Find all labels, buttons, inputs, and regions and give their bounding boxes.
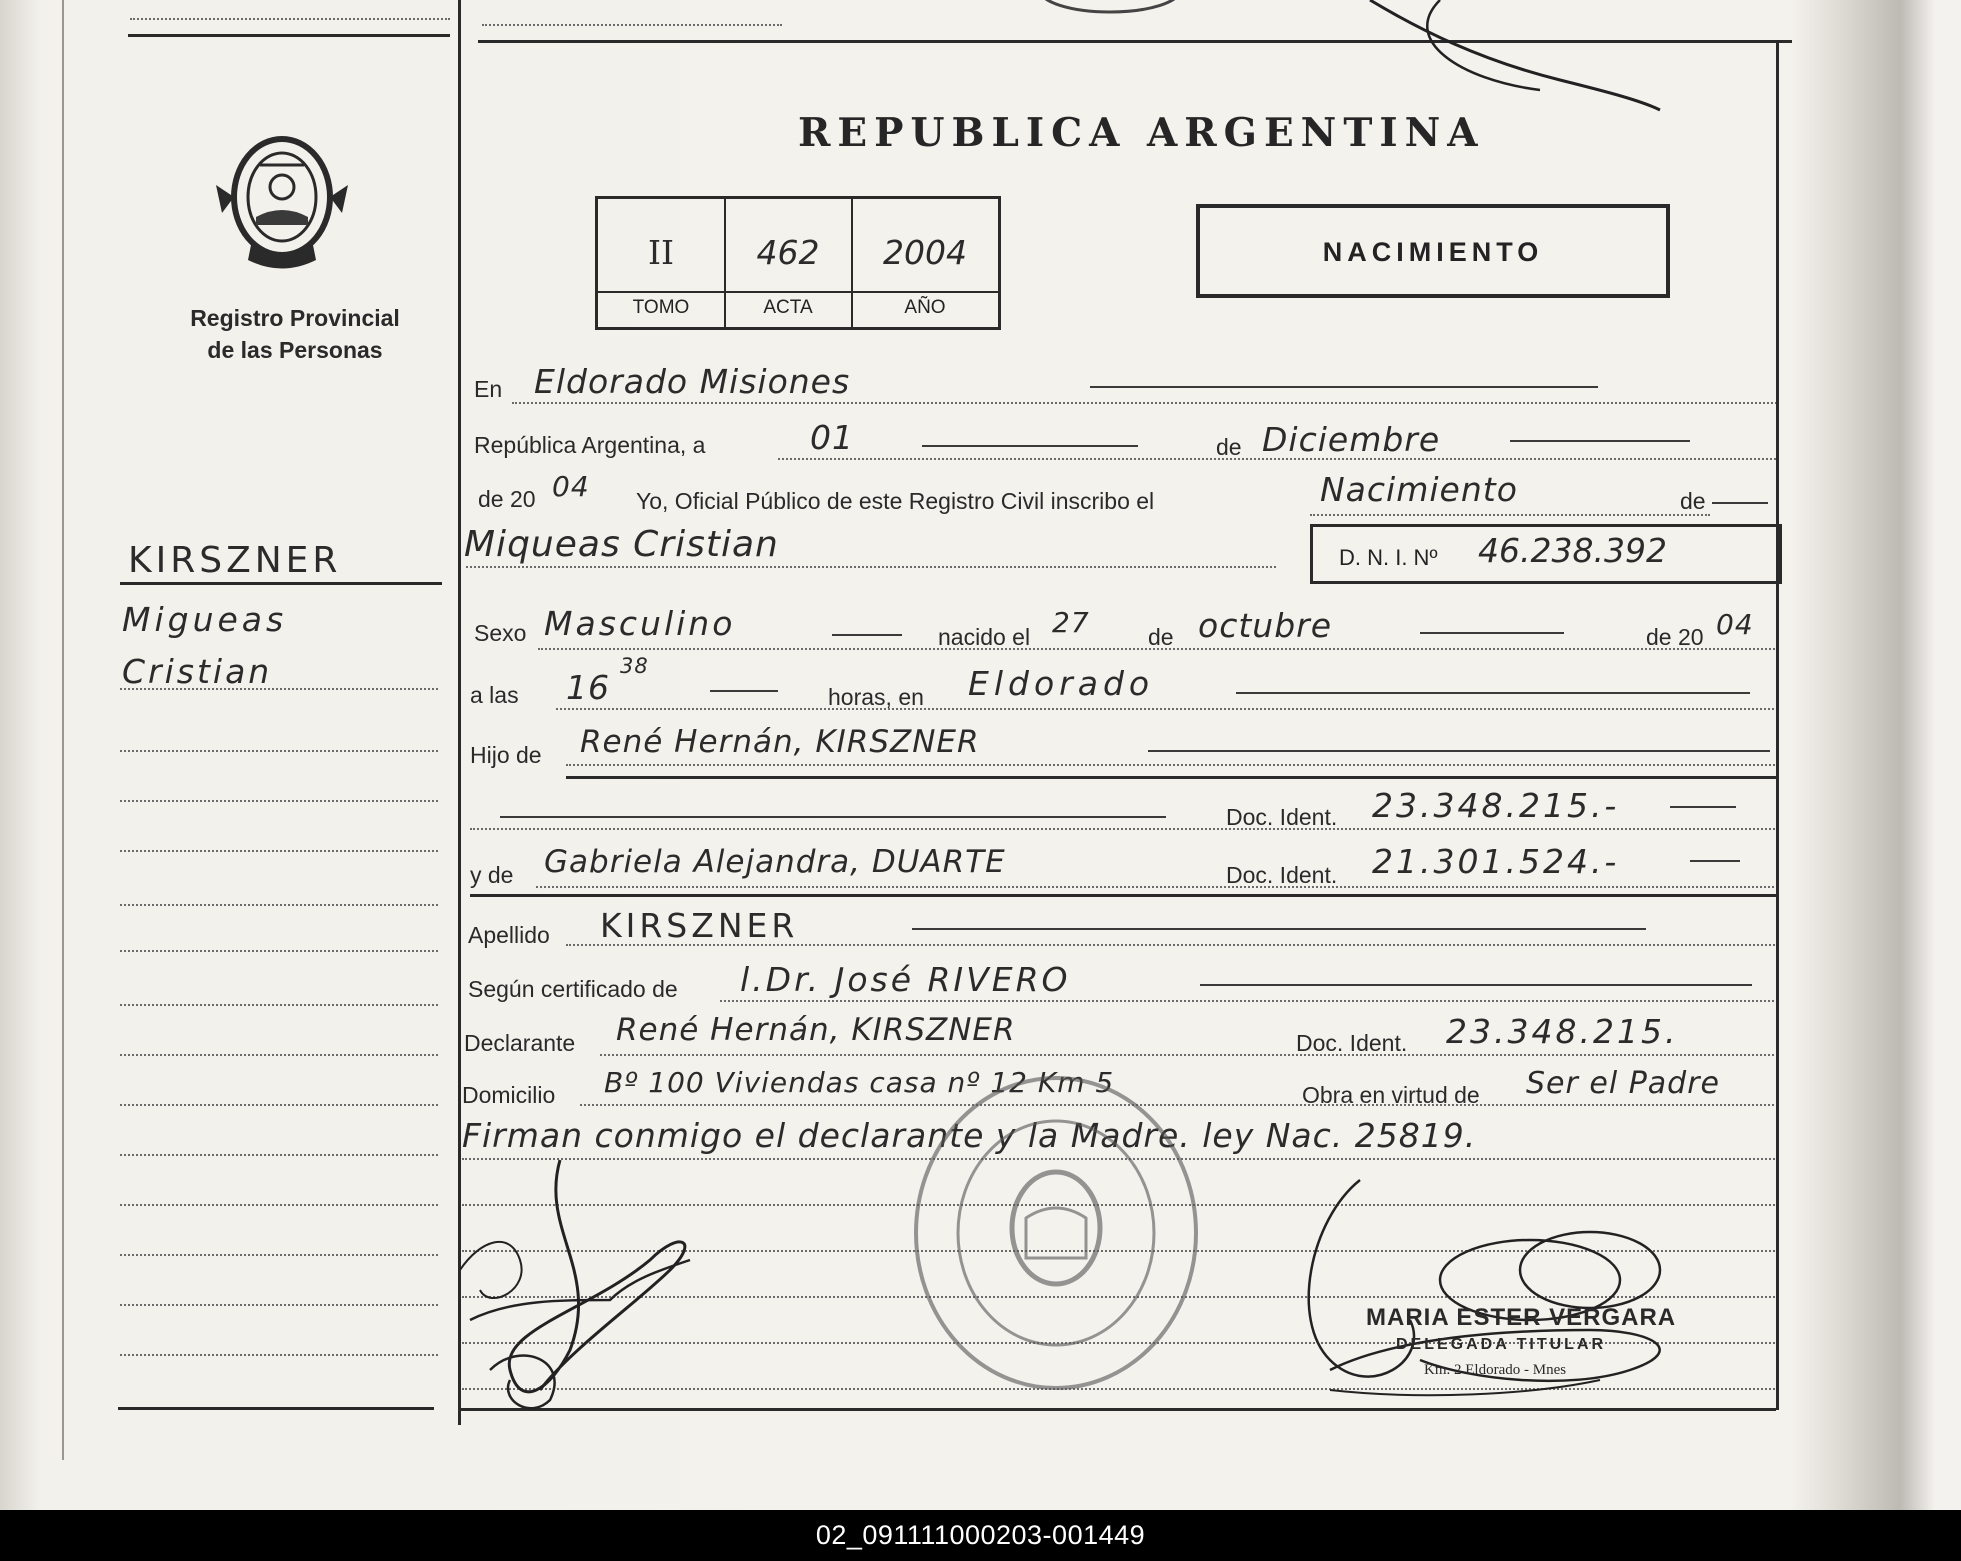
sexo-value: Masculino (544, 604, 736, 643)
hour-dash (710, 690, 778, 692)
margin-surname: KIRSZNER (128, 540, 342, 581)
birth-year-prefix: de 20 (1646, 624, 1704, 650)
page-title: REPUBLICA ARGENTINA (798, 110, 1485, 156)
child-name: Miqueas Cristian (464, 524, 779, 565)
month-value: Diciembre (1262, 420, 1441, 459)
row3-dots (1310, 514, 1710, 516)
official-place: Km. 2 Eldorado - Mnes (1424, 1362, 1567, 1378)
place-dash (1236, 692, 1750, 694)
father-doc: 23.348.215.- (1372, 786, 1620, 825)
top-dotted-line-right (482, 24, 782, 26)
de-label: de (1216, 434, 1242, 460)
ano-cell (852, 199, 998, 327)
row1-dots (512, 402, 1777, 404)
en-value: Eldorado Misiones (534, 362, 851, 401)
margin-surname-rule (120, 582, 442, 585)
margin-dotted-line (120, 688, 438, 690)
father-value: René Hernán, KIRSZNER (580, 724, 980, 760)
acta-value: 462 (756, 233, 820, 272)
sexo-label: Sexo (474, 620, 527, 646)
official-text: Yo, Oficial Público de este Registro Civil inscribo el (636, 488, 1155, 514)
row5-dots (538, 648, 1778, 650)
margin-dotted-line (120, 950, 438, 952)
en-dash (1090, 386, 1598, 388)
day-dash (922, 445, 1138, 447)
margin-given-1: Migueas (122, 600, 288, 639)
acta-cell (725, 199, 853, 327)
declarante-doc: 23.348.215. (1446, 1012, 1679, 1051)
month-dash (1510, 440, 1690, 442)
signature-left-icon (450, 1150, 730, 1420)
dni-box (1310, 524, 1782, 584)
yde-label: y de (470, 862, 514, 888)
obra-value: Ser el Padre (1526, 1066, 1721, 1101)
record-number-table (595, 196, 1001, 330)
birth-year: 04 (1716, 608, 1754, 641)
minute-value: 38 (620, 654, 649, 678)
year-prefix: de 20 (478, 486, 536, 512)
top-left-rule (128, 34, 450, 37)
ano-value: 2004 (883, 233, 967, 272)
row9-rule (470, 894, 1776, 897)
ano-label: AÑO (852, 291, 998, 319)
de-label-3: de (1148, 624, 1174, 650)
dni-value: 46.238.392 (1478, 531, 1667, 570)
mother-doc-dash (1690, 860, 1740, 862)
father-doc-dash (1670, 806, 1736, 808)
apellido-label: Apellido (468, 922, 550, 948)
certificate-dash (1200, 984, 1752, 986)
province-seal-icon (212, 125, 352, 275)
hijo-label: Hijo de (470, 742, 542, 768)
tomo-value: II (647, 233, 675, 272)
margin-dotted-line (120, 1104, 438, 1106)
day-value: 01 (810, 418, 854, 457)
margin-dotted-line (120, 1204, 438, 1206)
domicilio-label: Domicilio (462, 1082, 556, 1108)
row10-dots (566, 944, 1778, 946)
certificate-value: l.Dr. José RIVERO (740, 960, 1071, 999)
declarante-label: Declarante (464, 1030, 576, 1056)
margin-dotted-line (120, 750, 438, 752)
official-title: DELEGADA TITULAR (1396, 1336, 1607, 1353)
margin-dotted-line (120, 850, 438, 852)
obra-label: Obra en virtud de (1302, 1082, 1480, 1108)
record-type-box: NACIMIENTO (1196, 204, 1670, 298)
image-code-bar (0, 1510, 1961, 1561)
row4-dots (466, 566, 1276, 568)
mother-doc: 21.301.524.- (1372, 842, 1620, 881)
margin-dotted-line (120, 1304, 438, 1306)
doc-label-3: Doc. Ident. (1296, 1030, 1408, 1056)
row2-dots (778, 458, 1776, 460)
alas-label: a las (470, 682, 519, 708)
segun-label: Según certificado de (468, 976, 678, 1002)
row11-dots (720, 1000, 1778, 1002)
margin-left-edge (62, 0, 64, 1460)
father-dash (1148, 750, 1770, 752)
registry-line-2: de las Personas (207, 337, 383, 363)
top-dotted-line (130, 18, 450, 20)
de-dash (1712, 502, 1768, 504)
de-label-2: de (1680, 488, 1706, 514)
official-seal-icon (906, 1068, 1206, 1398)
tomo-label: TOMO (598, 291, 724, 319)
margin-dotted-line (120, 1004, 438, 1006)
apellido-dash (912, 928, 1646, 930)
signature-right-icon (1270, 1160, 1790, 1420)
birth-dash (1420, 632, 1564, 634)
margin-given-2: Cristian (122, 652, 273, 691)
birth-day: 27 (1052, 606, 1090, 639)
row7-rule (566, 776, 1776, 779)
margin-dotted-line (120, 1254, 438, 1256)
doc-label-2: Doc. Ident. (1226, 862, 1338, 888)
row9-dots (536, 886, 1778, 888)
hour-value: 16 (566, 668, 610, 707)
row12-dots (600, 1054, 1778, 1056)
margin-dotted-line (120, 1054, 438, 1056)
registry-name (150, 302, 440, 366)
official-name: MARIA ESTER VERGARA (1366, 1304, 1677, 1331)
registry-line-1: Registro Provincial (190, 305, 400, 331)
place-value: Eldorado (968, 664, 1155, 703)
image-code: 02_091111000203-001449 (815, 1520, 1146, 1550)
margin-dotted-line (120, 800, 438, 802)
doc-label-1: Doc. Ident. (1226, 804, 1338, 830)
row8-dots (470, 828, 1778, 830)
row6-dots (556, 708, 1778, 710)
sexo-dash (832, 634, 902, 636)
tomo-cell (598, 199, 726, 327)
birth-month: octubre (1198, 606, 1333, 645)
acta-label: ACTA (725, 291, 851, 319)
en-label: En (474, 376, 503, 402)
margin-bottom-rule (118, 1407, 434, 1410)
nacido-label: nacido el (938, 624, 1031, 650)
mother-value: Gabriela Alejandra, DUARTE (544, 844, 1006, 880)
closing-text: Firman conmigo el declarante y la Madre. ley Nac. 25819. (462, 1116, 1477, 1155)
margin-dotted-line (120, 1354, 438, 1356)
republica-label: República Argentina, a (474, 432, 706, 458)
dni-label: D. N. I. Nº (1339, 545, 1438, 570)
domicilio-value: Bº 100 Viviendas casa nº 12 Km 5 (604, 1066, 1115, 1099)
year-value: 04 (552, 470, 590, 503)
margin-dotted-line (120, 1154, 438, 1156)
apellido-value: KIRSZNER (600, 906, 799, 945)
act-value: Nacimiento (1320, 470, 1518, 509)
declarante-value: René Hernán, KIRSZNER (616, 1012, 1016, 1048)
father-doc-lead (500, 816, 1166, 818)
margin-dotted-line (120, 904, 438, 906)
row7-dots (566, 764, 1778, 766)
top-signature-icon (1040, 0, 1680, 130)
horas-label: horas, en (828, 684, 924, 710)
